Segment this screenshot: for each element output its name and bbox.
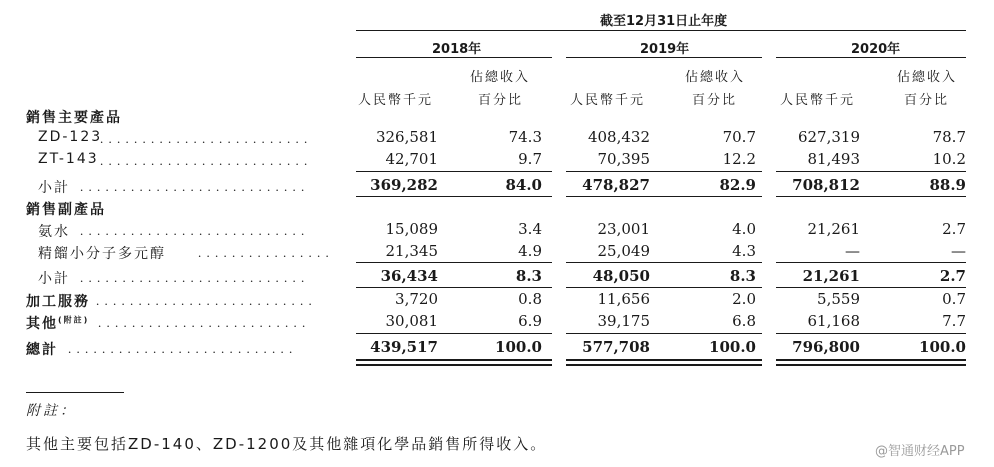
subtotal-rule <box>566 171 762 172</box>
period-underline <box>356 30 966 31</box>
year-2020-header: 2020年 <box>851 42 901 57</box>
amount-header-2019: 人民幣千元 <box>570 93 646 108</box>
subtotal-rule <box>776 287 966 288</box>
cell-2019-amount: 48,050 <box>592 267 650 285</box>
pct-header-2019-line2: 百分比 <box>692 93 738 108</box>
cell-2020-pct: 10.2 <box>932 150 966 168</box>
cell-2019-amount: 11,656 <box>597 290 650 308</box>
row-leader-dots: . . . . . . . . . . . . . . . . . . . . . . . . . . . <box>68 341 294 356</box>
cell-2019-pct: 12.2 <box>722 150 756 168</box>
cell-2020-amount: 708,812 <box>792 176 860 194</box>
cell-2019-amount: 70,395 <box>597 150 650 168</box>
subtotal-rule <box>566 287 762 288</box>
row-leader-dots: . . . . . . . . . . . . . . . . . . . . . . . . . . <box>96 293 313 308</box>
cell-2020-pct: 100.0 <box>919 338 966 356</box>
cell-2019-pct: 8.3 <box>729 267 756 285</box>
cell-2019-amount: 23,001 <box>597 220 650 238</box>
cell-2019-pct: 82.9 <box>719 176 756 194</box>
section-by-products: 銷售副產品 <box>26 202 106 218</box>
cell-2020-amount: 796,800 <box>792 338 860 356</box>
cell-2019-pct: 4.3 <box>732 242 756 260</box>
total-rule <box>356 333 552 334</box>
row-label: 小計 <box>38 271 70 287</box>
cell-2020-amount: 61,168 <box>807 312 860 330</box>
pct-header-2018-line1: 佔總收入 <box>470 70 531 85</box>
row-leader-dots: . . . . . . . . . . . . . . . . . . . . . . . . . <box>98 315 307 330</box>
cell-2020-amount: 5,559 <box>817 290 860 308</box>
double-rule-top <box>776 359 966 361</box>
cell-2020-pct: 2.7 <box>939 267 966 285</box>
subtotal-rule <box>566 196 762 197</box>
cell-2018-pct: 84.0 <box>505 176 542 194</box>
cell-2019-amount: 577,708 <box>582 338 650 356</box>
cell-2018-amount: 42,701 <box>385 150 438 168</box>
row-leader-dots: . . . . . . . . . . . . . . . . <box>198 245 330 260</box>
cell-2018-amount: 36,434 <box>380 267 438 285</box>
amount-header-2020: 人民幣千元 <box>780 93 856 108</box>
cell-2018-amount: 326,581 <box>375 128 438 146</box>
cell-2019-amount: 25,049 <box>597 242 650 260</box>
cell-2018-pct: 8.3 <box>515 267 542 285</box>
double-rule-top <box>356 359 552 361</box>
year-2019-underline <box>566 57 762 58</box>
cell-2020-amount: — <box>845 242 860 260</box>
cell-2018-pct: 4.9 <box>518 242 542 260</box>
pct-header-2020-line1: 佔總收入 <box>897 70 958 85</box>
cell-2020-pct: 78.7 <box>932 128 966 146</box>
row-label: 小計 <box>38 180 70 196</box>
pct-header-2019-line1: 佔總收入 <box>685 70 746 85</box>
cell-2018-pct: 0.8 <box>518 290 542 308</box>
cell-2020-amount: 627,319 <box>797 128 860 146</box>
period-header: 截至12月31日止年度 <box>600 14 728 29</box>
cell-2019-pct: 2.0 <box>732 290 756 308</box>
footnote-title: 附註： <box>26 403 77 419</box>
double-rule-bottom <box>356 364 552 366</box>
total-rule <box>566 333 762 334</box>
cell-2020-pct: — <box>951 242 966 260</box>
year-2020-underline <box>776 57 966 58</box>
pct-header-2020-line2: 百分比 <box>904 93 950 108</box>
row-leader-dots: . . . . . . . . . . . . . . . . . . . . . . . . . <box>100 153 309 168</box>
total-rule <box>776 333 966 334</box>
subtotal-rule <box>776 196 966 197</box>
year-2019-header: 2019年 <box>640 42 690 57</box>
year-2018-underline <box>356 57 552 58</box>
footnote-body: 其他主要包括ZD-140、ZD-1200及其他雜項化學品銷售所得收入。 <box>26 435 548 453</box>
row-leader-dots: . . . . . . . . . . . . . . . . . . . . . . . . . . . <box>80 270 306 285</box>
row-label-text: 其他 <box>26 316 58 332</box>
cell-2019-pct: 70.7 <box>722 128 756 146</box>
cell-2018-amount: 30,081 <box>385 312 438 330</box>
double-rule-top <box>566 359 762 361</box>
cell-2020-pct: 0.7 <box>942 290 966 308</box>
cell-2020-amount: 81,493 <box>807 150 860 168</box>
row-label: ZT-143 <box>38 151 99 167</box>
row-leader-dots: . . . . . . . . . . . . . . . . . . . . . . . . . . . <box>80 179 306 194</box>
row-label: 氨水 <box>38 224 70 240</box>
subtotal-rule <box>356 287 552 288</box>
subtotal-rule <box>776 262 966 263</box>
cell-2019-pct: 6.8 <box>732 312 756 330</box>
cell-2019-amount: 478,827 <box>582 176 650 194</box>
cell-2018-amount: 3,720 <box>395 290 438 308</box>
cell-2018-amount: 15,089 <box>385 220 438 238</box>
cell-2020-pct: 7.7 <box>942 312 966 330</box>
cell-2018-amount: 439,517 <box>370 338 438 356</box>
cell-2018-pct: 3.4 <box>518 220 542 238</box>
row-leader-dots: . . . . . . . . . . . . . . . . . . . . . . . . . . . <box>80 223 306 238</box>
amount-header-2018: 人民幣千元 <box>358 93 434 108</box>
row-label: 總計 <box>26 342 58 358</box>
cell-2019-amount: 408,432 <box>587 128 650 146</box>
note-reference: (附註) <box>58 315 90 325</box>
row-label <box>26 313 89 333</box>
cell-2018-pct: 9.7 <box>518 150 542 168</box>
subtotal-rule <box>776 171 966 172</box>
double-rule-bottom <box>566 364 762 366</box>
cell-2018-amount: 21,345 <box>385 242 438 260</box>
subtotal-rule <box>356 262 552 263</box>
cell-2020-amount: 21,261 <box>802 267 860 285</box>
year-2018-header: 2018年 <box>432 42 482 57</box>
section-main-products: 銷售主要產品 <box>26 110 122 126</box>
subtotal-rule <box>566 262 762 263</box>
cell-2019-amount: 39,175 <box>597 312 650 330</box>
cell-2020-amount: 21,261 <box>807 220 860 238</box>
row-label: ZD-123 <box>38 129 103 145</box>
row-leader-dots: . . . . . . . . . . . . . . . . . . . . . . . . . <box>100 131 309 146</box>
watermark: @智通财经APP <box>875 444 965 459</box>
pct-header-2018-line2: 百分比 <box>478 93 524 108</box>
double-rule-bottom <box>776 364 966 366</box>
cell-2018-pct: 74.3 <box>508 128 542 146</box>
cell-2019-pct: 100.0 <box>709 338 756 356</box>
cell-2018-pct: 100.0 <box>495 338 542 356</box>
cell-2019-pct: 4.0 <box>732 220 756 238</box>
footnote-separator <box>26 392 124 393</box>
cell-2018-pct: 6.9 <box>518 312 542 330</box>
row-label: 加工服務 <box>26 294 90 310</box>
row-label: 精餾小分子多元醇 <box>38 246 166 262</box>
cell-2020-pct: 88.9 <box>929 176 966 194</box>
cell-2020-pct: 2.7 <box>942 220 966 238</box>
cell-2018-amount: 369,282 <box>370 176 438 194</box>
subtotal-rule <box>356 171 552 172</box>
subtotal-rule <box>356 196 552 197</box>
